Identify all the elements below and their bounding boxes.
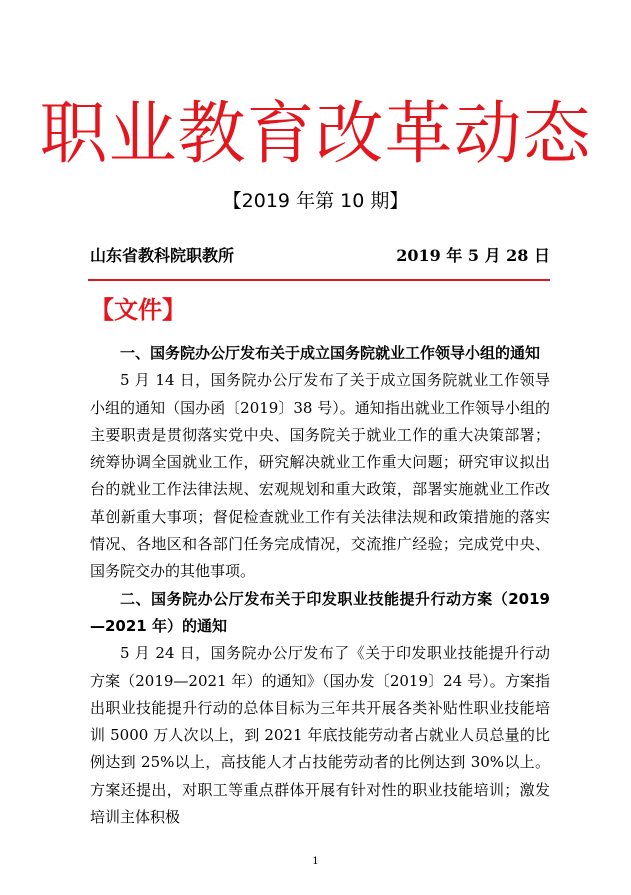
document-body bbox=[90, 340, 550, 831]
masthead-title: 职业教育改革动态 bbox=[39, 95, 592, 174]
article-heading: 二、国务院办公厅发布关于印发职业技能提升行动方案（2019—2021 年）的通知 bbox=[90, 589, 550, 635]
meta-row bbox=[90, 244, 550, 268]
article-paragraph: 5 月 14 日，国务院办公厅发布了关于成立国务院就业工作领导小组的通知（国办函〔2019〕38 号）。通知指出就业工作领导小组的主要职责是贯彻落实党中央、国务院关于就业工作的重大决策部署；统筹协调全国就业工作，研究解决就业工作重大问题；研究审议拟出台的就业工作法律法规、宏观规划和重大政策，部署实施就业工作改革创新重大事项；督促检查就业工作有关法律法规和政策措施的落实情况、各地区和各部门任务完成情况，交流推广经验；完成党中央、国务院交办的其他事项。 bbox=[90, 371, 550, 581]
page-number: 1 bbox=[312, 856, 319, 867]
article-heading: 一、国务院办公厅发布关于成立国务院就业工作领导小组的通知 bbox=[120, 344, 541, 362]
section-tag: 【文件】 bbox=[90, 296, 186, 324]
header-divider bbox=[88, 279, 550, 281]
issue-number: 【2019 年第 10 期】 bbox=[222, 190, 409, 212]
publish-date: 2019 年 5 月 28 日 bbox=[396, 246, 550, 265]
publisher-organization: 山东省教科院职教所 bbox=[90, 246, 235, 265]
article-paragraph: 5 月 24 日，国务院办公厅发布了《关于印发职业技能提升行动方案（2019—2021 年）的通知》（国办发〔2019〕24 号）。方案指出职业技能提升行动的总体目标为三年共开展各类补贴性职业技能培训 5000 万人次以上，到 2021 年底技能劳动者占就业人员总量的比例达到 25%以上，高技能人才占技能劳动者的比例达到 30%以上。方案还提出，对职工等重点群体开展有针对性的职业技能培训；激发培训主体积极 bbox=[90, 644, 550, 827]
